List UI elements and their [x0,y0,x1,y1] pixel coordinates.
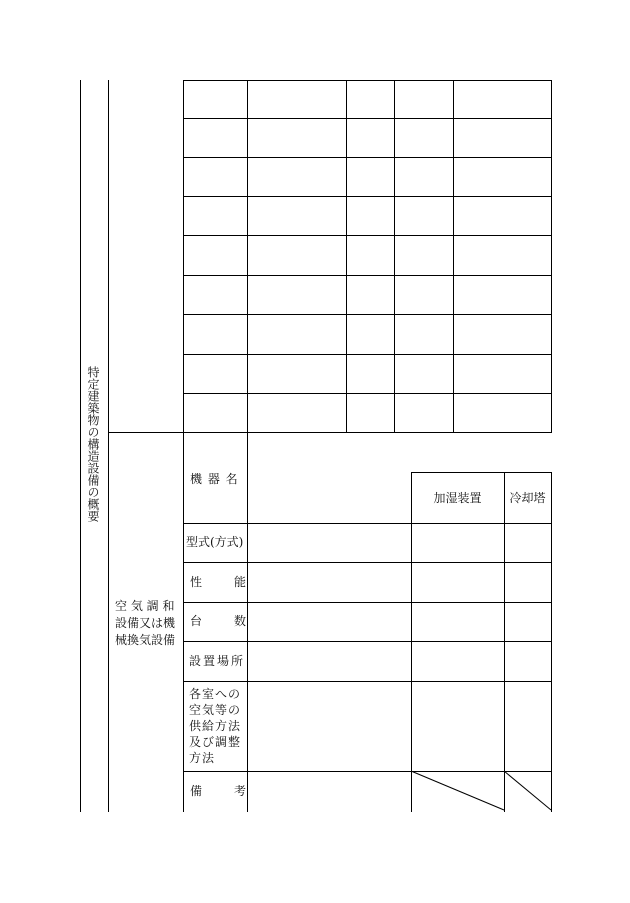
row-label-supply-method [189,686,241,766]
col-head-cooling-tower: 冷却塔 [509,491,546,505]
row-label-performance [190,576,246,588]
row-label-part: 性 [190,575,203,589]
row-label-location: 設置場所 [189,654,246,668]
col-head-humidifier: 加湿装置 [433,491,482,505]
aircon-category-label [115,598,175,649]
row-label-model: 型式(方式) [186,535,244,549]
row-label-line: 方法 [189,751,216,765]
section-title: 特定建築物の構造設備の概要 [86,366,100,522]
row-label-part: 数 [233,614,246,628]
row-label-part: 備 [190,784,203,798]
row-label-remarks [190,785,246,797]
row-label-line: 各室への [189,687,242,701]
row-label-part: 能 [233,575,246,589]
aircon-category-line: 空 気 調 和 [115,599,175,613]
row-label-equipment-name: 機 器 名 [190,472,239,486]
row-label-line: 及び調整 [189,735,242,749]
row-label-quantity [190,615,246,627]
row-label-part: 考 [233,784,246,798]
aircon-category-line: 設備又は機 [115,616,176,630]
row-label-line: 供給方法 [189,719,242,733]
row-label-part: 台 [190,614,203,628]
row-label-line: 空気等の [189,703,242,717]
aircon-category-line: 械換気設備 [115,633,176,647]
